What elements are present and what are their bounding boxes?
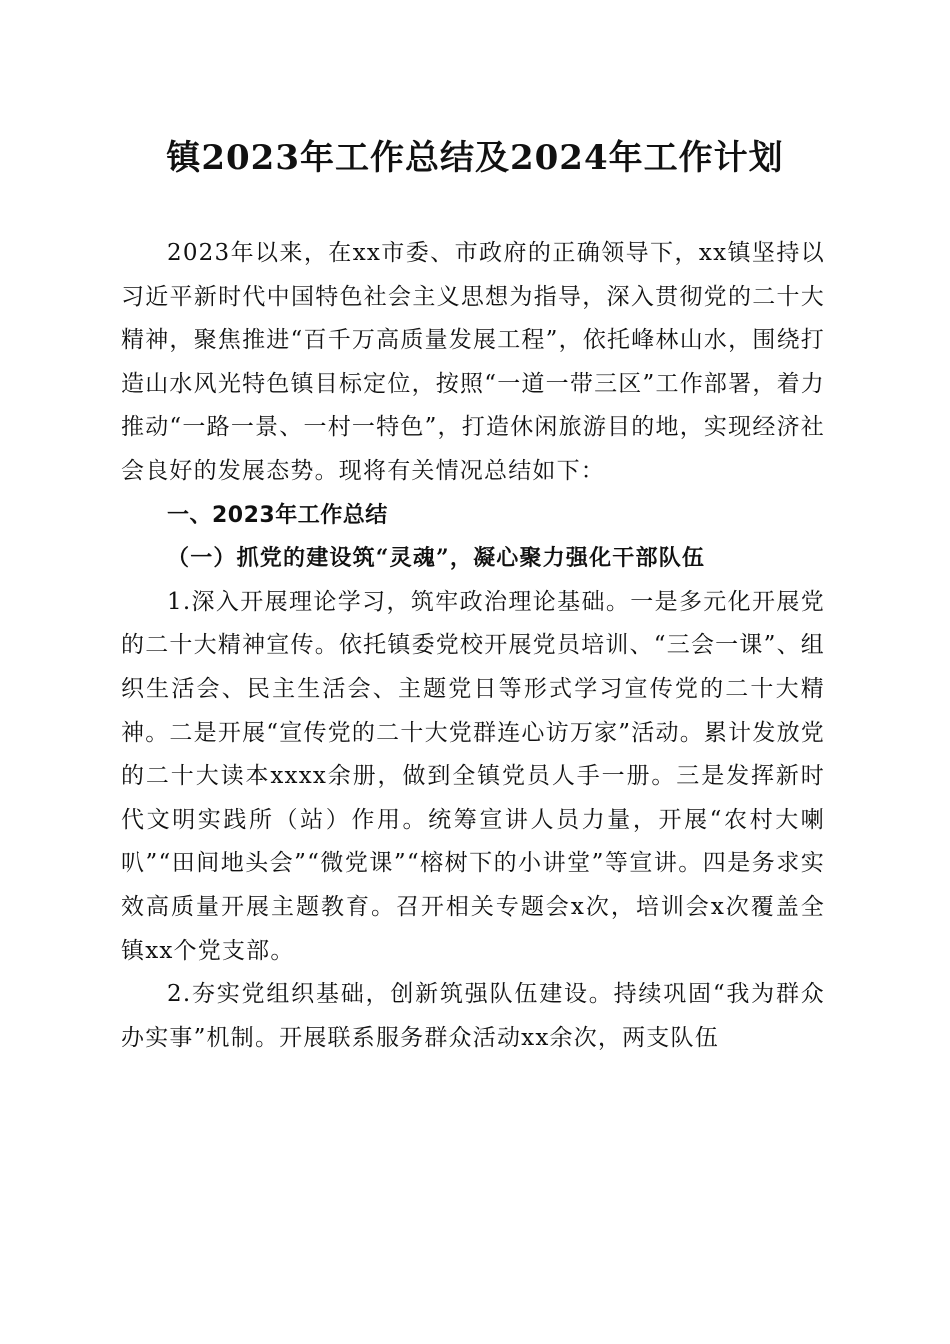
document-title: 镇2023年工作总结及2024年工作计划 [166, 138, 784, 178]
item-2-paragraph: 2.夯实党组织基础，创新筑强队伍建设。持续巩固“我为群众办实事”机制。开展联系服务群众活动xx余次，两支队伍 [121, 981, 825, 1051]
subsection-heading: （一）抓党的建设筑“灵魂”，凝心聚力强化干部队伍 [167, 545, 706, 572]
intro-paragraph: 2023年以来，在xx市委、市政府的正确领导下，xx镇坚持以习近平新时代中国特色社会主义思想为指导，深入贯彻党的二十大精神，聚焦推进“百千万高质量发展工程”，依托峰林山水，围绕打造山水风光特色镇目标定位，按照“一道一带三区”工作部署，着力推动“一路一景、一村一特色”，打造休闲旅游目的地，实现经济社会良好的发展态势。现将有关情况总结如下： [121, 240, 825, 484]
section-heading: 一、2023年工作总结 [167, 502, 388, 528]
document-body [121, 232, 825, 1060]
item-1-paragraph: 1.深入开展理论学习，筑牢政治理论基础。一是多元化开展党的二十大精神宣传。依托镇委党校开展党员培训、“三会一课”、组织生活会、民主生活会、主题党日等形式学习宣传党的二十大精神。二是开展“宣传党的二十大党群连心访万家”活动。累计发放党的二十大读本xxxx余册，做到全镇党员人手一册。三是发挥新时代文明实践所（站）作用。统筹宣讲人员力量，开展“农村大喇叭”“田间地头会”“微党课”“榕树下的小讲堂”等宣讲。四是务求实效高质量开展主题教育。召开相关专题会x次，培训会x次覆盖全镇xx个党支部。 [121, 588, 825, 964]
